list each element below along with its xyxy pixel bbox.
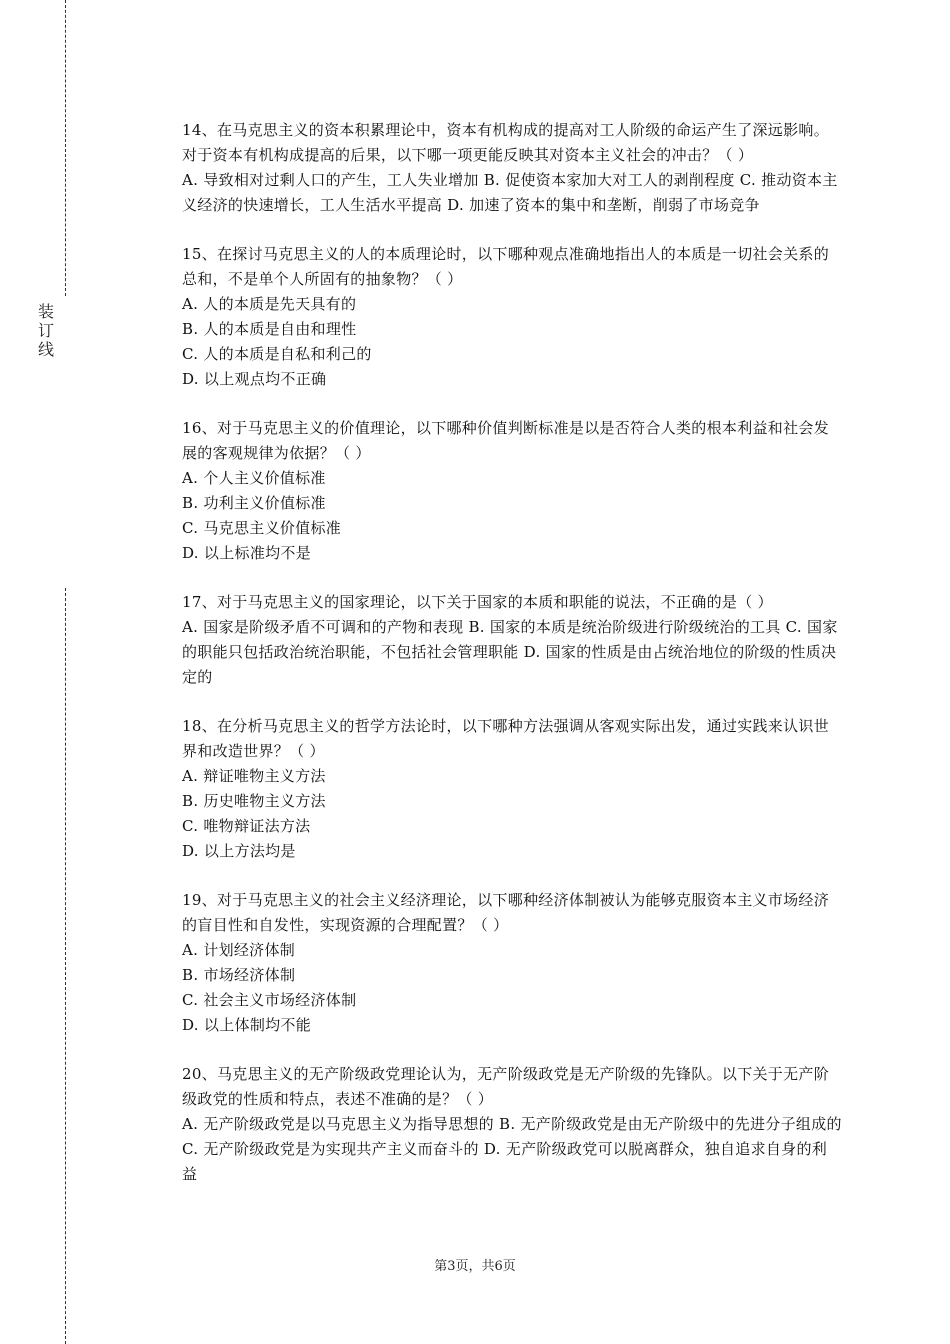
question-list (182, 118, 842, 1211)
option-b: B. 历史唯物主义方法 (182, 792, 326, 810)
binding-line-bottom (65, 588, 66, 1344)
question-17 (182, 590, 842, 690)
question-text: 15、在探讨马克思主义的人的本质理论时，以下哪种观点准确地指出人的本质是一切社会关系的总和，不是单个人所固有的抽象物？（ ） (182, 245, 829, 288)
option-d: D. 以上观点均不正确 (182, 370, 327, 388)
option-b: B. 市场经济体制 (182, 966, 296, 984)
question-14 (182, 118, 842, 218)
question-16 (182, 416, 842, 566)
option-d: D. 以上体制均不能 (182, 1016, 312, 1034)
option-c: C. 人的本质是自私和利己的 (182, 345, 372, 363)
binding-label-char: 订 (37, 321, 54, 340)
question-20 (182, 1062, 842, 1187)
question-options: A. 国家是阶级矛盾不可调和的产物和表现 B. 国家的本质是统治阶级进行阶级统治的工具 C. 国家的职能只包括政治统治职能，不包括社会管理职能 D. 国家的性质是由占统治地位的阶级的性质决定的 (182, 618, 838, 686)
option-c: C. 马克思主义价值标准 (182, 519, 342, 537)
option-d: D. 以上标准均不是 (182, 544, 312, 562)
binding-label-char: 装 (37, 302, 54, 321)
binding-line-top (65, 0, 66, 296)
option-a: A. 人的本质是先天具有的 (182, 295, 357, 313)
page-number: 第3页，共6页 (434, 1259, 516, 1274)
question-text: 19、对于马克思主义的社会主义经济理论，以下哪种经济体制被认为能够克服资本主义市场经济的盲目性和自发性，实现资源的合理配置？（ ） (182, 891, 829, 934)
option-b: B. 人的本质是自由和理性 (182, 320, 357, 338)
question-options: A. 无产阶级政党是以马克思主义为指导思想的 B. 无产阶级政党是由无产阶级中的先进分子组成的 C. 无产阶级政党是为实现共产主义而奋斗的 D. 无产阶级政党可以脱离群众，独自追求自身的利益 (182, 1115, 842, 1183)
option-c: C. 唯物辩证法方法 (182, 817, 311, 835)
option-a: A. 计划经济体制 (182, 941, 296, 959)
question-options: A. 导致相对过剩人口的产生，工人失业增加 B. 促使资本家加大对工人的剥削程度 C. 推动资本主义经济的快速增长，工人生活水平提高 D. 加速了资本的集中和垄断，削弱了市场竞争 (182, 171, 838, 214)
question-text: 18、在分析马克思主义的哲学方法论时，以下哪种方法强调从客观实际出发，通过实践来认识世界和改造世界？（ ） (182, 717, 829, 760)
binding-label (36, 302, 56, 359)
option-d: D. 以上方法均是 (182, 842, 296, 860)
option-c: C. 社会主义市场经济体制 (182, 991, 357, 1009)
question-text: 14、在马克思主义的资本积累理论中，资本有机构成的提高对工人阶级的命运产生了深远影响。对于资本有机构成提高的后果，以下哪一项更能反映其对资本主义社会的冲击？（ ） (182, 121, 829, 164)
binding-label-char: 线 (37, 340, 54, 359)
question-19 (182, 888, 842, 1038)
option-b: B. 功利主义价值标准 (182, 494, 326, 512)
question-text: 20、马克思主义的无产阶级政党理论认为，无产阶级政党是无产阶级的先锋队。以下关于无产阶级政党的性质和特点，表述不准确的是？（ ） (182, 1065, 829, 1108)
question-text: 17、对于马克思主义的国家理论，以下关于国家的本质和职能的说法，不正确的是（ ） (182, 593, 773, 611)
question-18 (182, 714, 842, 864)
question-15 (182, 242, 842, 392)
question-text: 16、对于马克思主义的价值理论，以下哪种价值判断标准是以是否符合人类的根本利益和社会发展的客观规律为依据？（ ） (182, 419, 829, 462)
option-a: A. 辩证唯物主义方法 (182, 767, 326, 785)
option-a: A. 个人主义价值标准 (182, 469, 326, 487)
